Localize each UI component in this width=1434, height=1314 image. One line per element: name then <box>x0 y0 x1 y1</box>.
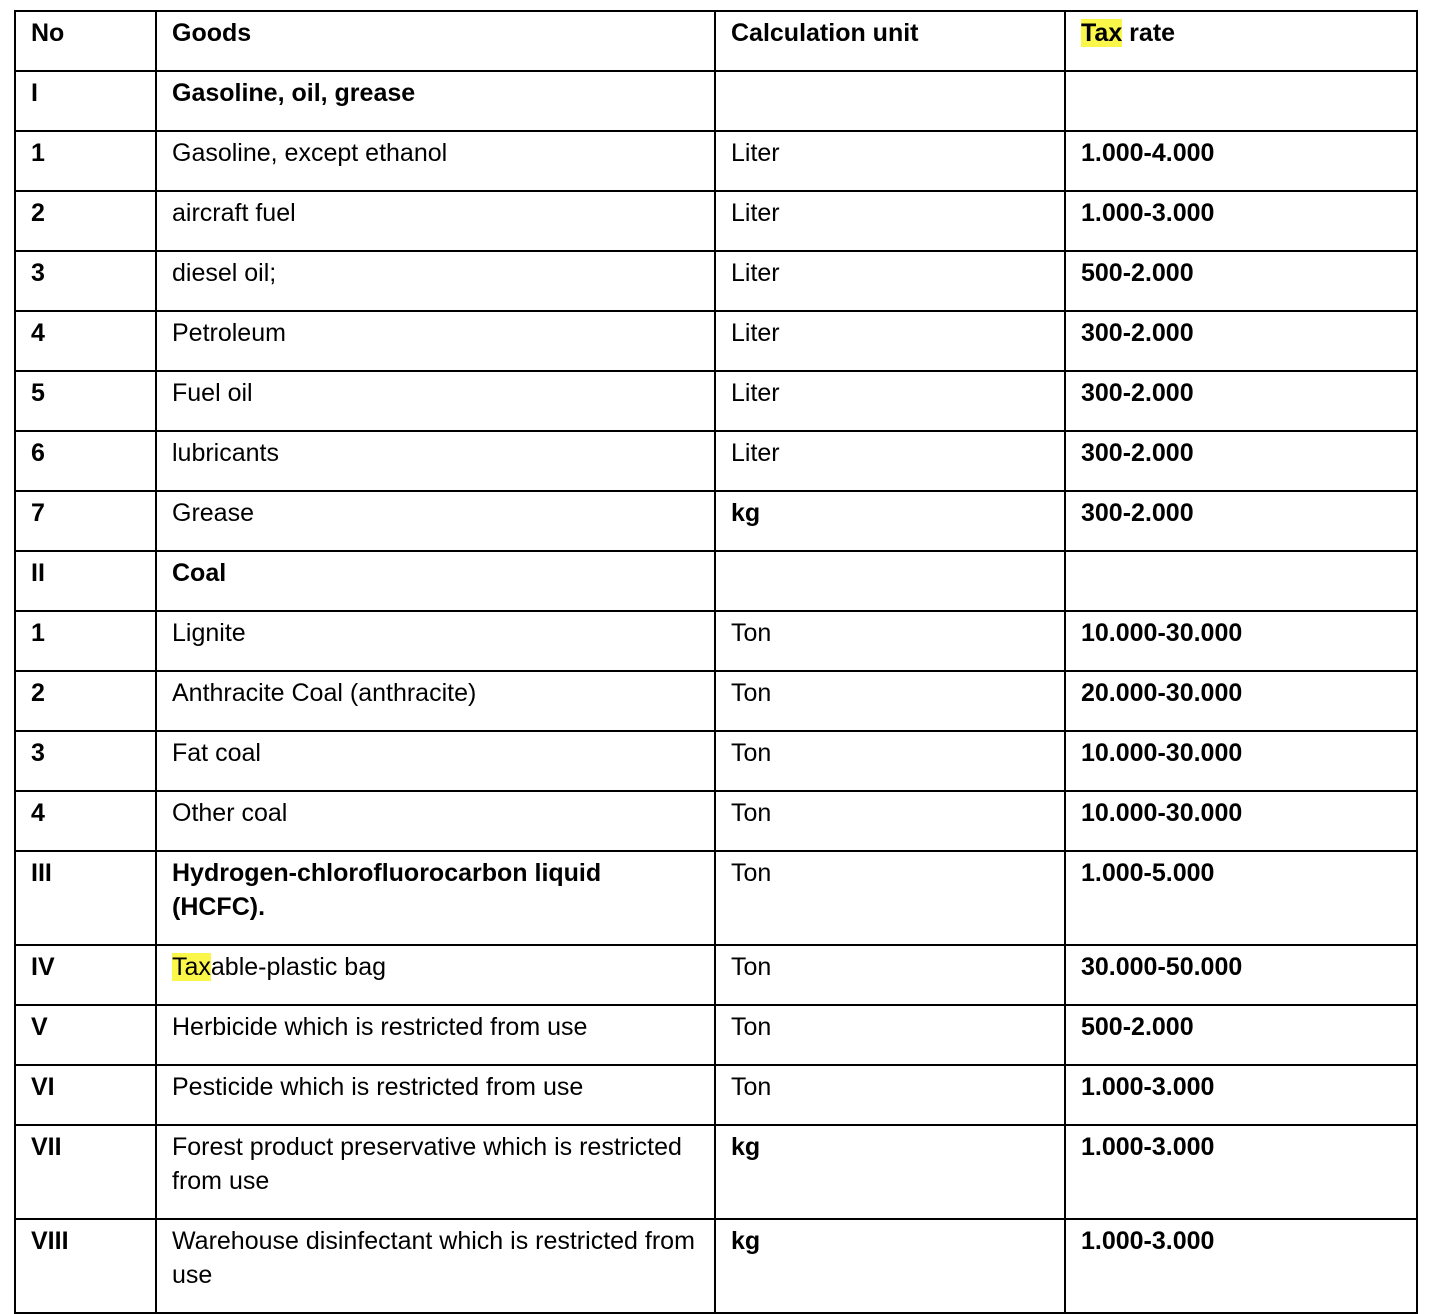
row-unit: Liter <box>715 251 1065 311</box>
row-rate: 10.000-30.000 <box>1065 791 1417 851</box>
table-row <box>15 1125 1417 1219</box>
row-goods-rest: able-plastic bag <box>210 953 387 981</box>
row-rate: 1.000-3.000 <box>1065 1125 1417 1219</box>
row-no: 2 <box>15 191 156 251</box>
row-rate: 1.000-3.000 <box>1065 1065 1417 1125</box>
row-no: VIII <box>15 1219 156 1313</box>
search-highlight: Tax <box>1081 19 1123 47</box>
search-highlight: Tax <box>172 953 211 981</box>
row-unit: kg <box>715 1125 1065 1219</box>
row-no: II <box>15 551 156 611</box>
row-unit: Liter <box>715 191 1065 251</box>
row-goods: Warehouse disinfectant which is restricted from use <box>156 1219 715 1313</box>
row-unit <box>715 551 1065 611</box>
header-goods: Goods <box>156 11 715 71</box>
row-goods: Fuel oil <box>156 371 715 431</box>
table-row <box>15 491 1417 551</box>
row-no: 5 <box>15 371 156 431</box>
row-unit <box>715 71 1065 131</box>
row-no: VI <box>15 1065 156 1125</box>
row-goods: Hydrogen-chlorofluorocarbon liquid (HCFC). <box>156 851 715 945</box>
header-unit: Calculation unit <box>715 11 1065 71</box>
header-tax-rate <box>1065 11 1417 71</box>
row-rate: 30.000-50.000 <box>1065 945 1417 1005</box>
row-goods: Gasoline, except ethanol <box>156 131 715 191</box>
table-row <box>15 311 1417 371</box>
row-rate: 500-2.000 <box>1065 251 1417 311</box>
row-goods: Forest product preservative which is restricted from use <box>156 1125 715 1219</box>
table-row <box>15 1065 1417 1125</box>
row-goods: lubricants <box>156 431 715 491</box>
row-goods: aircraft fuel <box>156 191 715 251</box>
table-row <box>15 851 1417 945</box>
table-row <box>15 191 1417 251</box>
row-goods: Gasoline, oil, grease <box>156 71 715 131</box>
row-no: 3 <box>15 731 156 791</box>
row-rate: 1.000-3.000 <box>1065 1219 1417 1313</box>
row-rate: 300-2.000 <box>1065 431 1417 491</box>
header-row <box>15 11 1417 71</box>
table-row <box>15 731 1417 791</box>
row-rate: 20.000-30.000 <box>1065 671 1417 731</box>
row-unit: Ton <box>715 1065 1065 1125</box>
row-goods: Grease <box>156 491 715 551</box>
row-goods: Fat coal <box>156 731 715 791</box>
row-goods <box>156 945 715 1005</box>
table-row <box>15 945 1417 1005</box>
row-no: 1 <box>15 611 156 671</box>
table-row <box>15 71 1417 131</box>
table-row <box>15 431 1417 491</box>
row-no: 6 <box>15 431 156 491</box>
table-row <box>15 131 1417 191</box>
row-no: VII <box>15 1125 156 1219</box>
row-goods: Herbicide which is restricted from use <box>156 1005 715 1065</box>
row-unit: Liter <box>715 131 1065 191</box>
row-goods: Pesticide which is restricted from use <box>156 1065 715 1125</box>
row-unit: Ton <box>715 611 1065 671</box>
row-unit: Ton <box>715 851 1065 945</box>
row-goods: Coal <box>156 551 715 611</box>
row-unit: Liter <box>715 371 1065 431</box>
row-unit: Ton <box>715 731 1065 791</box>
row-no: III <box>15 851 156 945</box>
row-rate: 300-2.000 <box>1065 491 1417 551</box>
table-row <box>15 611 1417 671</box>
row-unit: Liter <box>715 431 1065 491</box>
row-no: 2 <box>15 671 156 731</box>
table-row <box>15 671 1417 731</box>
row-no: I <box>15 71 156 131</box>
table-row <box>15 251 1417 311</box>
row-no: IV <box>15 945 156 1005</box>
row-no: 7 <box>15 491 156 551</box>
header-no: No <box>15 11 156 71</box>
table-row <box>15 551 1417 611</box>
row-goods: Petroleum <box>156 311 715 371</box>
row-unit: Ton <box>715 671 1065 731</box>
row-no: V <box>15 1005 156 1065</box>
table-row <box>15 371 1417 431</box>
row-unit: Ton <box>715 791 1065 851</box>
row-no: 4 <box>15 791 156 851</box>
row-rate: 1.000-5.000 <box>1065 851 1417 945</box>
table-row <box>15 1005 1417 1065</box>
table-row <box>15 791 1417 851</box>
row-unit: Ton <box>715 1005 1065 1065</box>
row-unit: kg <box>715 1219 1065 1313</box>
row-rate: 10.000-30.000 <box>1065 611 1417 671</box>
header-tax-rate-rest: rate <box>1122 19 1176 47</box>
row-goods: Anthracite Coal (anthracite) <box>156 671 715 731</box>
row-unit: kg <box>715 491 1065 551</box>
row-rate <box>1065 551 1417 611</box>
row-unit: Liter <box>715 311 1065 371</box>
row-rate: 300-2.000 <box>1065 371 1417 431</box>
row-rate: 500-2.000 <box>1065 1005 1417 1065</box>
row-rate <box>1065 71 1417 131</box>
row-goods: Lignite <box>156 611 715 671</box>
row-rate: 10.000-30.000 <box>1065 731 1417 791</box>
table-row <box>15 1219 1417 1313</box>
row-unit: Ton <box>715 945 1065 1005</box>
tax-rate-table <box>14 10 1418 1314</box>
row-no: 1 <box>15 131 156 191</box>
row-rate: 300-2.000 <box>1065 311 1417 371</box>
row-rate: 1.000-3.000 <box>1065 191 1417 251</box>
row-goods: diesel oil; <box>156 251 715 311</box>
row-no: 3 <box>15 251 156 311</box>
row-rate: 1.000-4.000 <box>1065 131 1417 191</box>
row-goods: Other coal <box>156 791 715 851</box>
row-no: 4 <box>15 311 156 371</box>
